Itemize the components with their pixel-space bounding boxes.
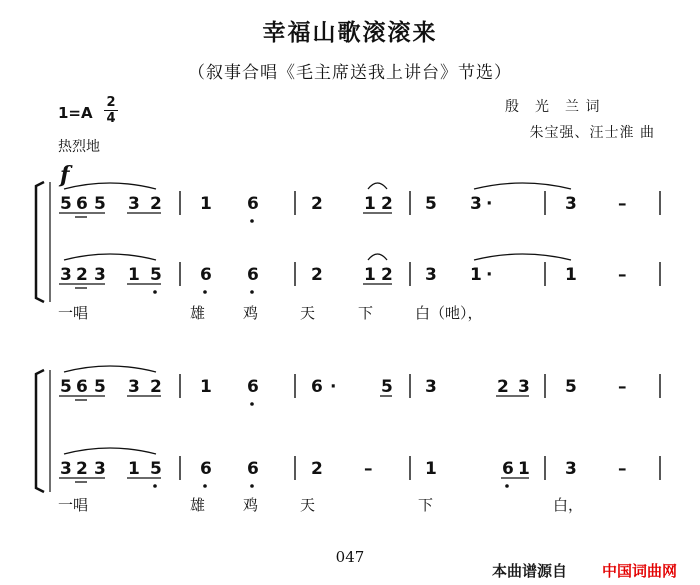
note: – <box>618 194 627 214</box>
note: 2 <box>381 265 393 285</box>
lyrics <box>58 304 583 514</box>
note: 5 <box>94 377 106 397</box>
octave-dot <box>153 290 157 294</box>
lyric-word: 鸡 <box>243 304 259 322</box>
note: 5 <box>425 194 437 214</box>
note: – <box>364 459 373 479</box>
note: 3 <box>518 377 530 397</box>
note: 5 <box>150 459 162 479</box>
note: 2 <box>150 377 162 397</box>
note: 5 <box>565 377 577 397</box>
note: 2 <box>497 377 509 397</box>
octave-dot <box>250 290 254 294</box>
note: 3 <box>425 377 437 397</box>
note: · <box>486 194 493 214</box>
note: 6 <box>247 459 259 479</box>
lyric-word: 白（吔）， <box>415 304 483 322</box>
note: 1 <box>128 459 140 479</box>
note: · <box>330 377 337 397</box>
note: 6 <box>247 377 259 397</box>
lyric-word: 白， <box>553 496 584 514</box>
slur <box>368 183 387 189</box>
lyricist-credit: 殷 光 兰 词 <box>505 99 601 115</box>
note: 6 <box>76 377 88 397</box>
note: 3 <box>425 265 437 285</box>
octave-dot <box>203 290 207 294</box>
note: 3 <box>94 459 106 479</box>
note: 3 <box>470 194 482 214</box>
watermark-site[interactable]: 中国词曲网 <box>602 562 678 580</box>
note: 2 <box>311 265 323 285</box>
octave-dot <box>250 484 254 488</box>
note: 1 <box>565 265 577 285</box>
time-signature-top: 2 <box>106 95 116 110</box>
note: · <box>486 265 493 285</box>
note: 6 <box>76 194 88 214</box>
note: 3 <box>60 265 72 285</box>
slur <box>474 254 571 260</box>
system-bracket <box>36 370 44 492</box>
note: 1 <box>200 194 212 214</box>
lyric-word: 天 <box>300 496 316 514</box>
note: – <box>618 377 627 397</box>
octave-dot <box>203 484 207 488</box>
note: 5 <box>60 377 72 397</box>
note: 2 <box>76 265 88 285</box>
lyric-word: 鸡 <box>243 496 259 514</box>
key-signature: 1=A <box>58 104 93 122</box>
octave-dot <box>505 484 509 488</box>
lyric-word: 雄 <box>190 496 206 514</box>
note: 1 <box>364 194 376 214</box>
note: 2 <box>76 459 88 479</box>
lyric-word: 雄 <box>190 304 206 322</box>
note: 5 <box>94 194 106 214</box>
note: 5 <box>60 194 72 214</box>
note: 1 <box>518 459 530 479</box>
slur <box>368 254 387 260</box>
slur <box>64 366 156 372</box>
barlines <box>180 191 660 480</box>
note: 1 <box>200 377 212 397</box>
note: 6 <box>247 265 259 285</box>
note: 3 <box>565 194 577 214</box>
note: 1 <box>470 265 482 285</box>
octave-dot <box>250 219 254 223</box>
note: 3 <box>128 377 140 397</box>
notes <box>60 194 627 479</box>
note: 1 <box>425 459 437 479</box>
note: 2 <box>311 459 323 479</box>
note: – <box>618 459 627 479</box>
dynamic-marking: f <box>60 162 70 188</box>
note: 2 <box>311 194 323 214</box>
note: 6 <box>200 459 212 479</box>
note: – <box>618 265 627 285</box>
watermark-source: 本曲谱源自 <box>492 562 568 580</box>
note: 3 <box>128 194 140 214</box>
lyric-word: 天 <box>300 304 316 322</box>
note: 3 <box>565 459 577 479</box>
note: 1 <box>128 265 140 285</box>
note: 6 <box>247 194 259 214</box>
slur <box>64 183 156 189</box>
lyric-word: 一唱 <box>58 304 89 322</box>
lyric-word: 一唱 <box>58 496 89 514</box>
lyric-word: 下 <box>418 496 434 514</box>
note: 6 <box>502 459 514 479</box>
note-marks <box>59 183 571 488</box>
page-number: 047 <box>335 548 365 566</box>
system-bracket <box>36 182 44 302</box>
song-subtitle: （叙事合唱《毛主席送我上讲台》节选） <box>188 63 512 83</box>
note: 6 <box>311 377 323 397</box>
time-signature-bottom: 4 <box>106 111 116 126</box>
note: 3 <box>60 459 72 479</box>
slur <box>64 448 156 454</box>
lyric-word: 下 <box>358 304 374 322</box>
note: 2 <box>381 194 393 214</box>
system-brackets <box>36 182 50 492</box>
tempo-marking: 热烈地 <box>58 139 100 155</box>
octave-dot <box>153 484 157 488</box>
note: 3 <box>94 265 106 285</box>
note: 2 <box>150 194 162 214</box>
octave-dot <box>250 402 254 406</box>
slur <box>64 254 156 260</box>
note: 1 <box>364 265 376 285</box>
song-title: 幸福山歌滚滚来 <box>262 19 438 46</box>
slur <box>474 183 571 189</box>
note: 5 <box>150 265 162 285</box>
note: 6 <box>200 265 212 285</box>
note: 5 <box>381 377 393 397</box>
composer-credit: 朱宝强、汪士淮 曲 <box>529 125 655 141</box>
